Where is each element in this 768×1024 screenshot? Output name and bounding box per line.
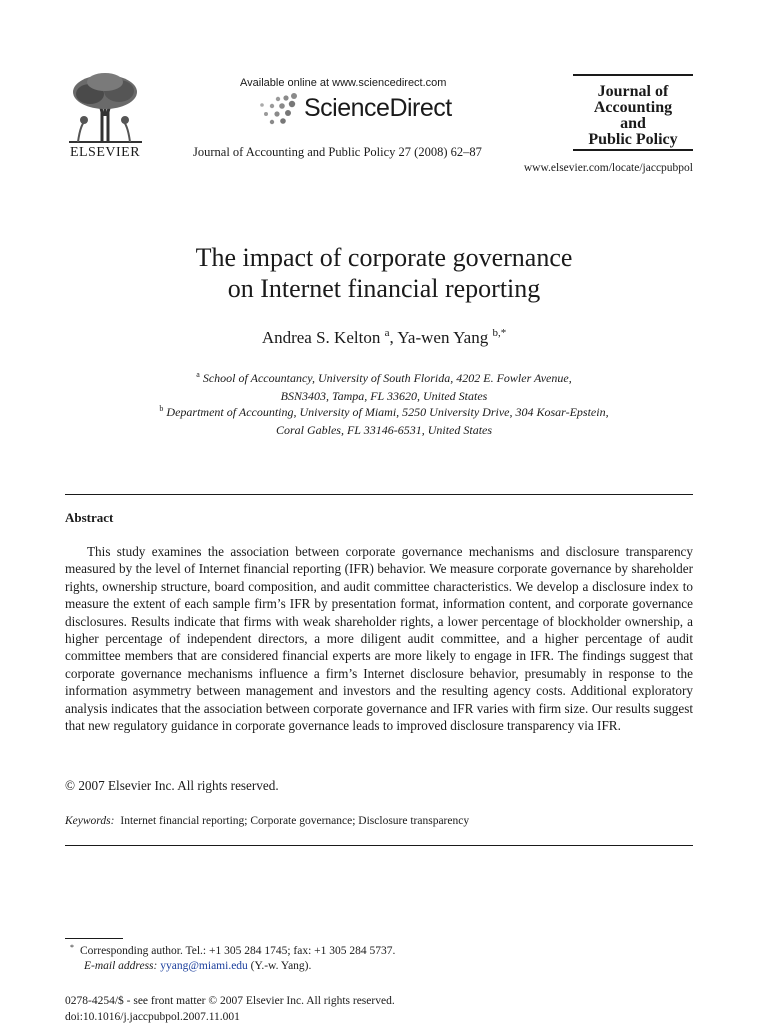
affiliation bbox=[0, 400, 768, 439]
available-online-text: Available online at www.sciencedirect.com bbox=[240, 77, 447, 89]
author-name: Andrea S. Kelton bbox=[261, 328, 381, 347]
affiliation-line: BSN3403, Tampa, FL 33620, United States bbox=[280, 389, 488, 403]
email-suffix: (Y.-w. Yang). bbox=[247, 960, 312, 972]
journal-title-line: Accounting bbox=[593, 99, 673, 116]
keywords bbox=[65, 815, 469, 827]
doi-line[interactable]: doi:10.1016/j.jaccpubpol.2007.11.001 bbox=[65, 1011, 240, 1023]
author-list bbox=[0, 327, 768, 348]
sciencedirect-wordmark: ScienceDirect bbox=[304, 94, 452, 122]
keywords-list: Internet financial reporting; Corporate governance; Disclosure transparency bbox=[120, 815, 470, 827]
issn-line: 0278-4254/$ - see front matter © 2007 Elsevier Inc. All rights reserved. bbox=[65, 995, 395, 1007]
affiliation-line: Department of Accounting, University of Miami, 5250 University Drive, 304 Kosar-Epstein, bbox=[166, 405, 609, 419]
affiliation-mark: a bbox=[196, 370, 200, 379]
journal-title-line: Journal of bbox=[597, 83, 669, 100]
corresponding-text: Corresponding author. Tel.: +1 305 284 1745; fax: +1 305 284 5737. bbox=[80, 945, 396, 957]
journal-citation: Journal of Accounting and Public Policy 27 (2008) 62–87 bbox=[193, 145, 482, 159]
affiliation-marker[interactable]: a bbox=[384, 327, 390, 339]
author-separator: , bbox=[389, 328, 398, 347]
affiliation-marker[interactable]: b,* bbox=[492, 327, 507, 339]
affiliation-mark: b bbox=[159, 404, 164, 413]
corresponding-author-note bbox=[70, 943, 395, 957]
article-title-line-2: on Internet financial reporting bbox=[227, 274, 541, 303]
affiliation-line: Coral Gables, FL 33146-6531, United States bbox=[275, 423, 493, 437]
section-divider bbox=[65, 494, 693, 495]
article-title-line-1: The impact of corporate governance bbox=[195, 243, 573, 272]
footnote-mark: * bbox=[70, 943, 74, 952]
author-name: Ya-wen Yang bbox=[397, 328, 489, 347]
affiliation-line: School of Accountancy, University of South Florida, 4202 E. Fowler Avenue, bbox=[202, 371, 572, 385]
journal-title-box bbox=[573, 74, 693, 151]
footnote-rule bbox=[65, 938, 123, 939]
keywords-label: Keywords: bbox=[65, 815, 115, 827]
email-label: E-mail address: bbox=[84, 960, 158, 972]
journal-title-line: Public Policy bbox=[588, 131, 678, 148]
abstract-body: This study examines the association between corporate governance mechanisms and disclosure transparency measured by the level of Internet financial reporting (IFR) behavior. We measure corporate governance by shareholder rights, ownership structure, board composition, and audit committee characteristics. We develop a disclosure index to measure the extent of each sample firm’s IFR by presentation format, information content, and corporate governance disclosures. Results indicate that firms with weak shareholder rights, a lower percentage of blockholder ownership, a higher percentage of independent directors, a more diligent audit committee, and a higher percentage of audit committee members that are considered financial experts are more likely to engage in IFR. The findings suggest that corporate governance mechanisms influence a firm’s Internet disclosure behavior, presumably in response to the information asymmetry between management and investors and the resulting agency costs. Additional exploratory analysis indicates that the association between corporate governance and IFR varies with firm size. Our results suggest that new regulatory guidance in corporate governance leads to improved disclosure transparency via IFR. bbox=[65, 544, 693, 734]
email-note bbox=[84, 960, 311, 972]
journal-title-line: and bbox=[620, 115, 646, 132]
section-divider bbox=[65, 845, 693, 846]
publisher-name: ELSEVIER bbox=[69, 145, 141, 160]
email-link[interactable]: yyang@miami.edu bbox=[160, 960, 248, 972]
sciencedirect-dots-icon bbox=[252, 92, 302, 126]
abstract-copyright: © 2007 Elsevier Inc. All rights reserved. bbox=[65, 778, 279, 793]
journal-homepage-link[interactable]: www.elsevier.com/locate/jaccpubpol bbox=[523, 162, 693, 174]
abstract-heading: Abstract bbox=[65, 510, 114, 525]
